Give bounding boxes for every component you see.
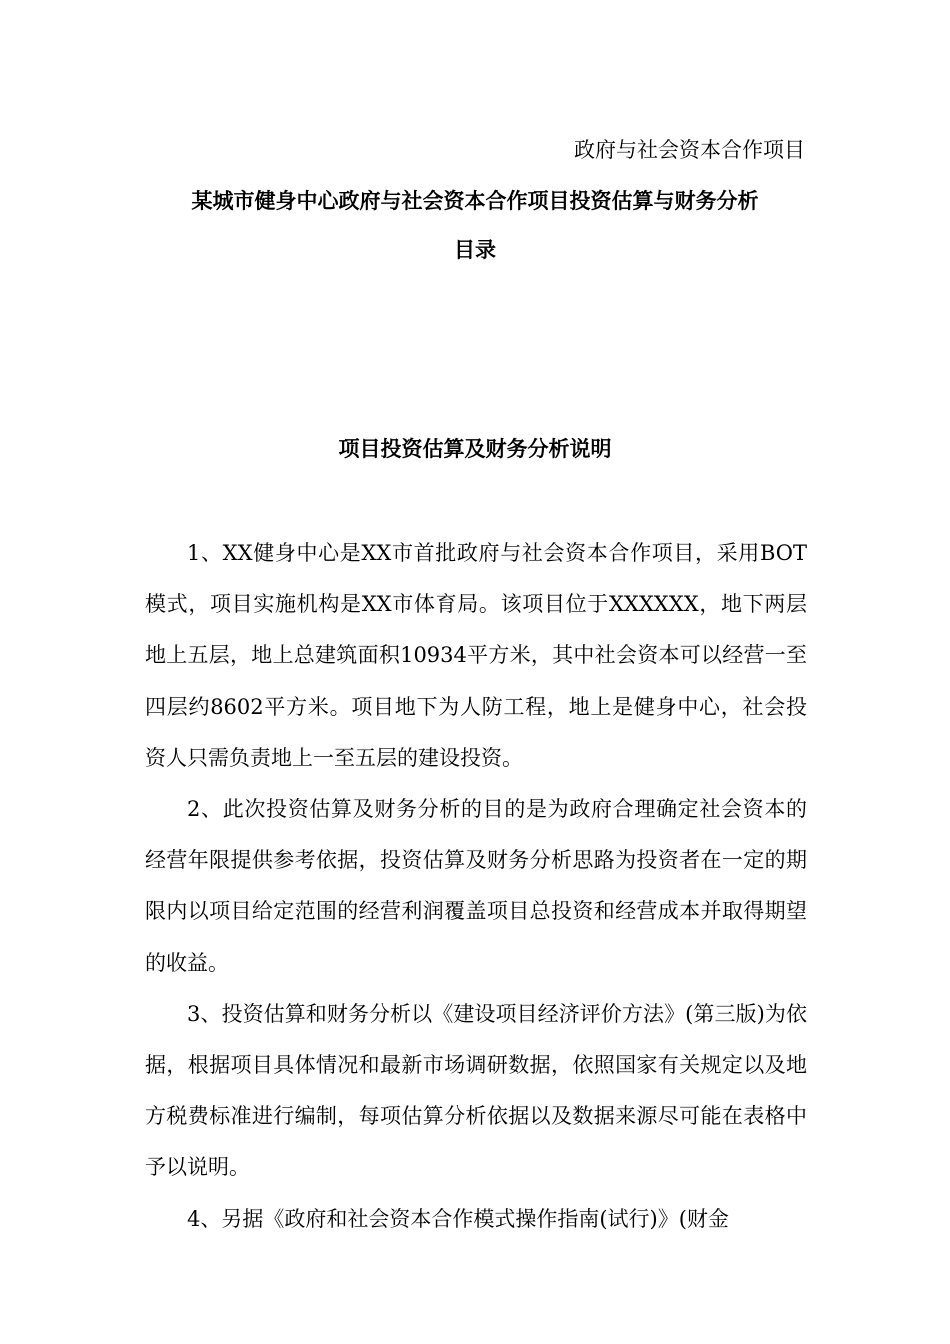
section-heading: 项目投资估算及财务分析说明 (338, 436, 612, 461)
paragraph-1: 1、XX健身中心是XX市首批政府与社会资本合作项目，采用BOT模式，项目实施机构是XX市体育局。该项目位于XXXXXX，地下两层地上五层，地上总建筑面积10934平方米，其中社会资本可以经营一至四层约8602平方米。项目地下为人防工程，地上是健身中心，社会投资人只需负责地上一至五层的建设投资。 (145, 541, 807, 770)
paragraph-3: 3、投资估算和财务分析以《建设项目经济评价方法》(第三版)为依据，根据项目具体情况和最新市场调研数据，依照国家有关规定以及地方税费标准进行编制，每项估算分析依据以及数据来源尽可能在表格中予以说明。 (145, 1001, 807, 1180)
paragraph-4: 4、另据《政府和社会资本合作模式操作指南(试行)》(财金 (187, 1206, 729, 1231)
header-project-type: 政府与社会资本合作项目 (574, 138, 805, 162)
paragraph-2: 2、此次投资估算及财务分析的目的是为政府合理确定社会资本的经营年限提供参考依据，投资估算及财务分析思路为投资者在一定的期限内以项目给定范围的经营利润覆盖项目总投资和经营成本并取得期望的收益。 (145, 797, 807, 975)
body-text (145, 528, 807, 1245)
toc-heading: 目录 (454, 237, 496, 262)
document-title: 某城市健身中心政府与社会资本合作项目投资估算与财务分析 (191, 188, 759, 213)
